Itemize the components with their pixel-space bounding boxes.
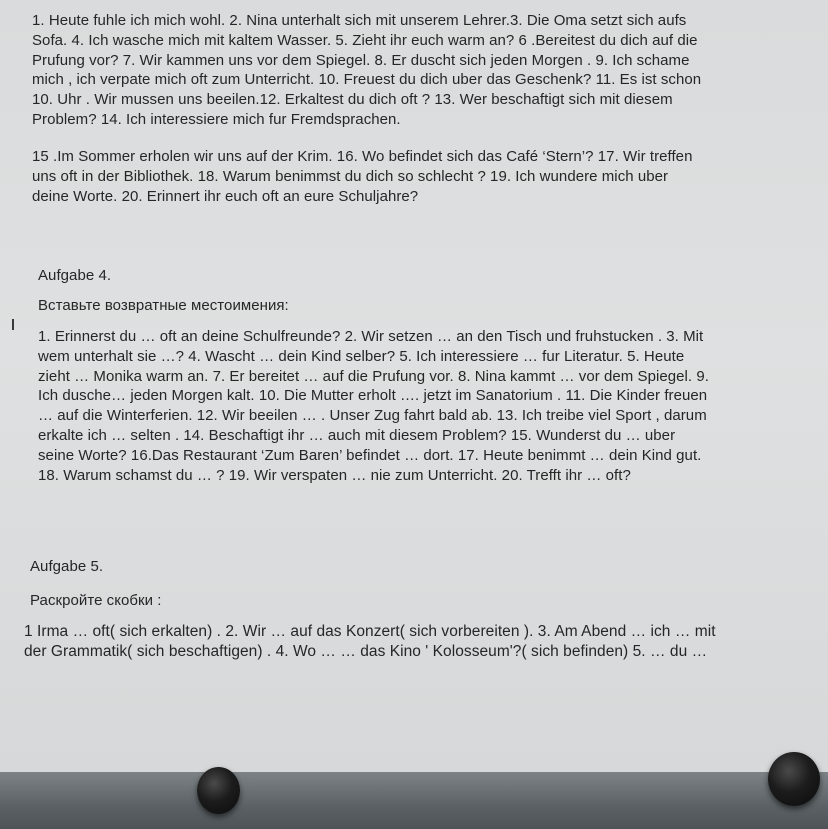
text-line: wem unterhalt sie …? 4. Wascht … dein Kind selber? 5. Ich interessiere … fur Literatur. 5. Heute — [38, 347, 685, 365]
text-line: 1 Irma … oft( sich erkalten) . 2. Wir … auf das Konzert( sich vorbereiten ). 3. Am Abend … ich … mit — [24, 623, 716, 640]
text-line: seine Worte? 16.Das Restaurant ‘Zum Baren’ befindet … dort. 17. Heute benimmt … dein Kind gut. — [38, 446, 702, 464]
text-line: Prufung vor? 7. Wir kammen uns vor dem Spiegel. 8. Er duscht sich jeden Morgen . 9. Ich schame — [32, 51, 690, 69]
text-line: 15 .Im Sommer erholen wir uns auf der Krim. 16. Wo befindet sich das Café ‘Stern’? 17. Wir treffen — [32, 148, 693, 165]
text-line: erkalte ich … selten . 14. Beschaftigt ihr … auch mit diesem Problem? 15. Wunderst du … uber — [38, 426, 676, 444]
magnet-left — [197, 767, 240, 814]
text-line: 1. Erinnerst du … oft an deine Schulfreunde? 2. Wir setzen … an den Tisch und fruhstucken . 3. Mit — [38, 328, 704, 345]
aufgabe4-title: Aufgabe 4. — [38, 267, 112, 284]
text-line: mich , ich verpate mich oft zum Unterricht. 10. Freuest du dich uber das Geschenk? 11. Es ist schon — [32, 71, 702, 89]
text-line: … auf die Winterferien. 12. Wir beeilen … . Unser Zug fahrt bald ab. 13. Ich treibe viel Sport , darum — [38, 407, 707, 425]
text-line: 18. Warum schamst du … ? 19. Wir verspaten … nie zum Unterricht. 20. Trefft ihr … oft? — [38, 466, 631, 484]
text-line: Problem? 14. Ich interessiere mich fur Fremdsprachen. — [32, 110, 401, 128]
aufgabe5-instruction: Раскройте скобки : — [30, 592, 162, 609]
text-line: Sofa. 4. Ich wasche mich mit kaltem Wasser. 5. Zieht ihr euch warm an? 6 .Bereitest du dich auf die — [32, 31, 698, 49]
aufgabe5-title: Aufgabe 5. — [30, 558, 104, 575]
text-line: 10. Uhr . Wir mussen uns beeilen.12. Erkaltest du dich oft ? 13. Wer beschaftigt sich mit diesem — [32, 91, 673, 109]
pen-mark — [12, 319, 14, 330]
exercise-sentences-1-14 — [32, 11, 701, 130]
magnet-right — [768, 752, 820, 806]
aufgabe4-exercise — [38, 327, 709, 485]
text-line: zieht … Monika warm an. 7. Er bereitet … auf die Prufung vor. 8. Nina kammt … vor dem Spiegel. 9. — [38, 367, 709, 385]
aufgabe4-instruction: Вставьте возвратные местоимения: — [38, 297, 289, 314]
text-line: 1. Heute fuhle ich mich wohl. 2. Nina unterhalt sich mit unserem Lehrer.3. Die Oma setzt sich aufs — [32, 12, 687, 29]
aufgabe5-exercise — [24, 622, 716, 662]
text-line: der Grammatik( sich beschaftigen) . 4. Wo … … das Kino ' Kolosseum'?( sich befinden) 5. … du … — [24, 642, 708, 660]
board-surface — [0, 772, 828, 829]
text-line: deine Worte. 20. Erinnert ihr euch oft an eure Schuljahre? — [32, 187, 419, 205]
exercise-sentences-15-20 — [32, 147, 692, 206]
text-line: uns oft in der Bibliothek. 18. Warum benimmst du dich so schlecht ? 19. Ich wundere mich uber — [32, 167, 669, 185]
text-line: Ich dusche… jeden Morgen kalt. 10. Die Mutter erholt …. jetzt im Sanatorium . 11. Die Kinder freuen — [38, 387, 708, 405]
